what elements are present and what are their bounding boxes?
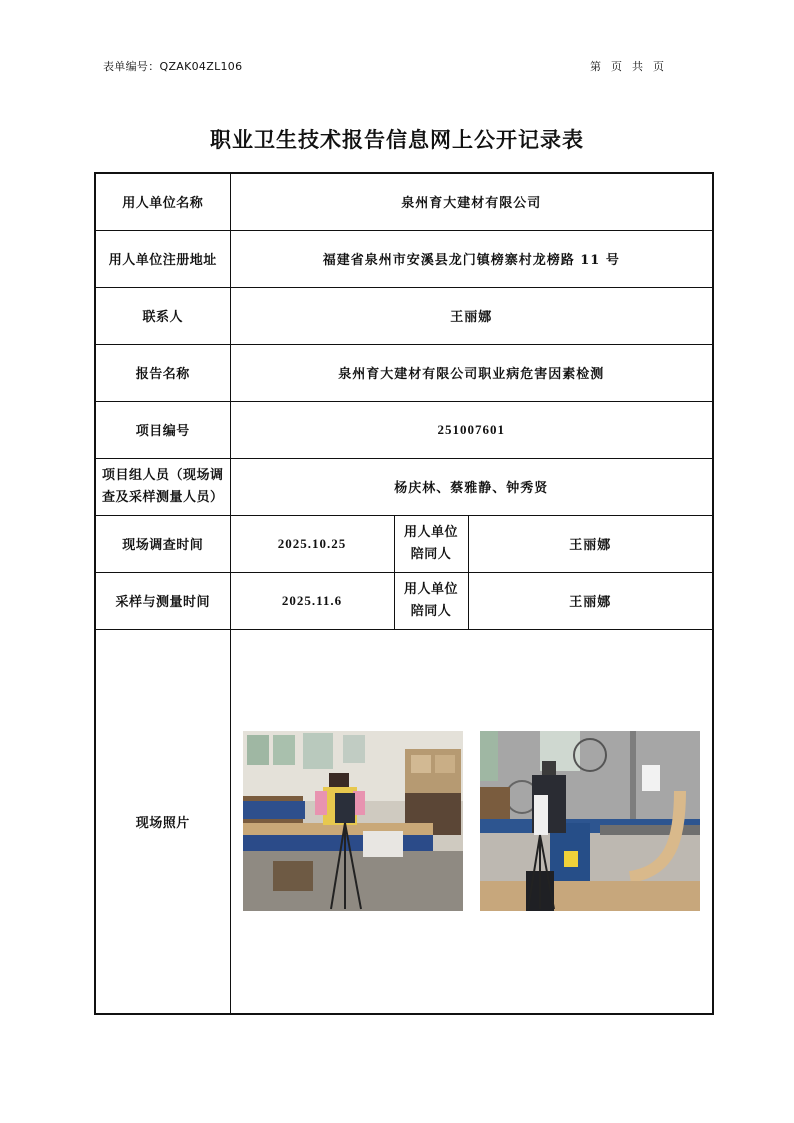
sampling-escort-label: 用人单位陪同人 — [394, 572, 468, 629]
employer-name-label: 用人单位名称 — [95, 173, 230, 230]
site-photo-1 — [243, 731, 463, 911]
contact-value: 王丽娜 — [230, 287, 713, 344]
employer-address-value: 福建省泉州市安溪县龙门镇榜寨村龙榜路 11 号 — [230, 230, 713, 287]
row-project-no — [95, 401, 713, 458]
row-report-name — [95, 344, 713, 401]
form-code: 表单编号：QZAK04ZL106 — [103, 60, 243, 73]
sampling-escort: 王丽娜 — [468, 572, 713, 629]
report-name-value: 泉州育大建材有限公司职业病危害因素检测 — [230, 344, 713, 401]
row-photos — [95, 629, 713, 1014]
team-value: 杨庆林、蔡雅静、钟秀贤 — [230, 458, 713, 515]
row-employer-address — [95, 230, 713, 287]
photos-label: 现场照片 — [95, 629, 230, 1014]
contact-label: 联系人 — [95, 287, 230, 344]
survey-date: 2025.10.25 — [230, 515, 394, 572]
row-team — [95, 458, 713, 515]
employer-address-label: 用人单位注册地址 — [95, 230, 230, 287]
report-name-label: 报告名称 — [95, 344, 230, 401]
survey-escort: 王丽娜 — [468, 515, 713, 572]
document-title: 职业卫生技术报告信息网上公开记录表 — [210, 128, 584, 152]
row-sampling — [95, 572, 713, 629]
row-employer-name — [95, 173, 713, 230]
page-info: 第页共页 — [590, 60, 674, 73]
project-no-label: 项目编号 — [95, 401, 230, 458]
employer-name-value: 泉州育大建材有限公司 — [230, 173, 713, 230]
record-table — [94, 172, 714, 1015]
row-contact — [95, 287, 713, 344]
survey-label: 现场调查时间 — [95, 515, 230, 572]
sampling-date: 2025.11.6 — [230, 572, 394, 629]
project-no-value: 251007601 — [230, 401, 713, 458]
photos-cell — [230, 629, 713, 1014]
sampling-label: 采样与测量时间 — [95, 572, 230, 629]
survey-escort-label: 用人单位陪同人 — [394, 515, 468, 572]
team-label: 项目组人员（现场调查及采样测量人员） — [95, 458, 230, 515]
site-photo-2 — [480, 731, 700, 911]
row-survey — [95, 515, 713, 572]
